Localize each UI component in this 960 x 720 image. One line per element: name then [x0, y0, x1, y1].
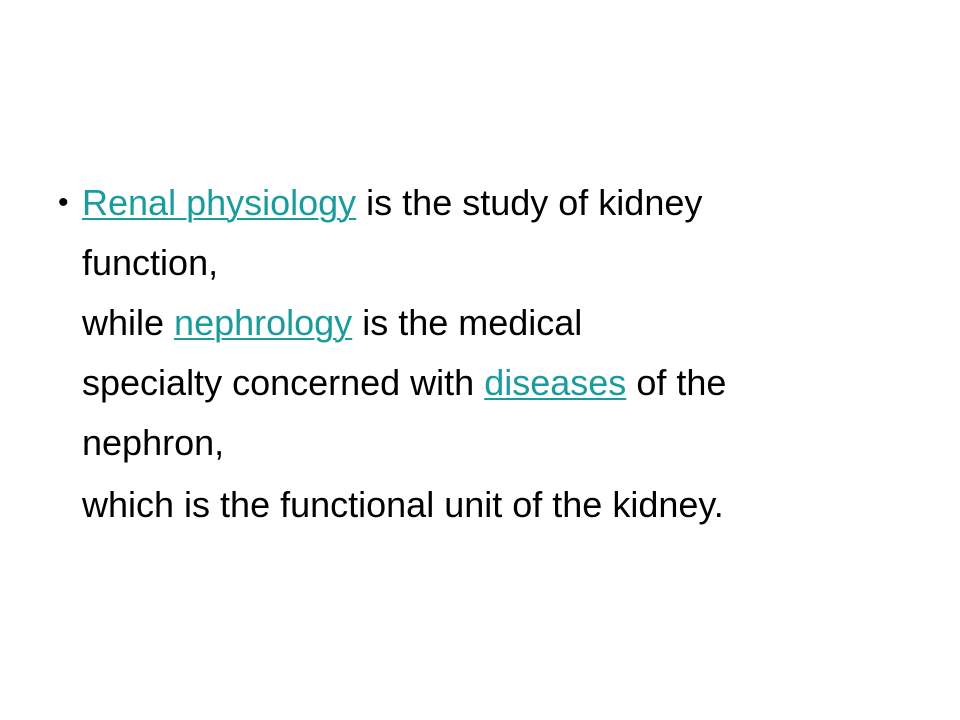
text-line-6: which is the functional unit of the kidney.: [82, 484, 724, 525]
diseases-link[interactable]: diseases: [484, 362, 627, 403]
line-1-text: is the study of kidney: [356, 182, 703, 223]
text-line-1: [82, 174, 702, 232]
nephrology-link[interactable]: nephrology: [174, 302, 353, 343]
line-3-text: is the medical: [352, 302, 583, 343]
renal-physiology-link[interactable]: Renal physiology: [82, 182, 357, 223]
text-line-4: [82, 354, 726, 412]
text-line-5: nephron,: [82, 422, 225, 463]
bullet-marker: •: [58, 186, 69, 219]
line-3-prefix: while: [82, 302, 175, 343]
text-line-2: function,: [82, 242, 219, 283]
text-line-3: [82, 294, 582, 352]
line-4-text: of the: [626, 362, 727, 403]
line-4-prefix: specialty concerned with: [82, 362, 485, 403]
